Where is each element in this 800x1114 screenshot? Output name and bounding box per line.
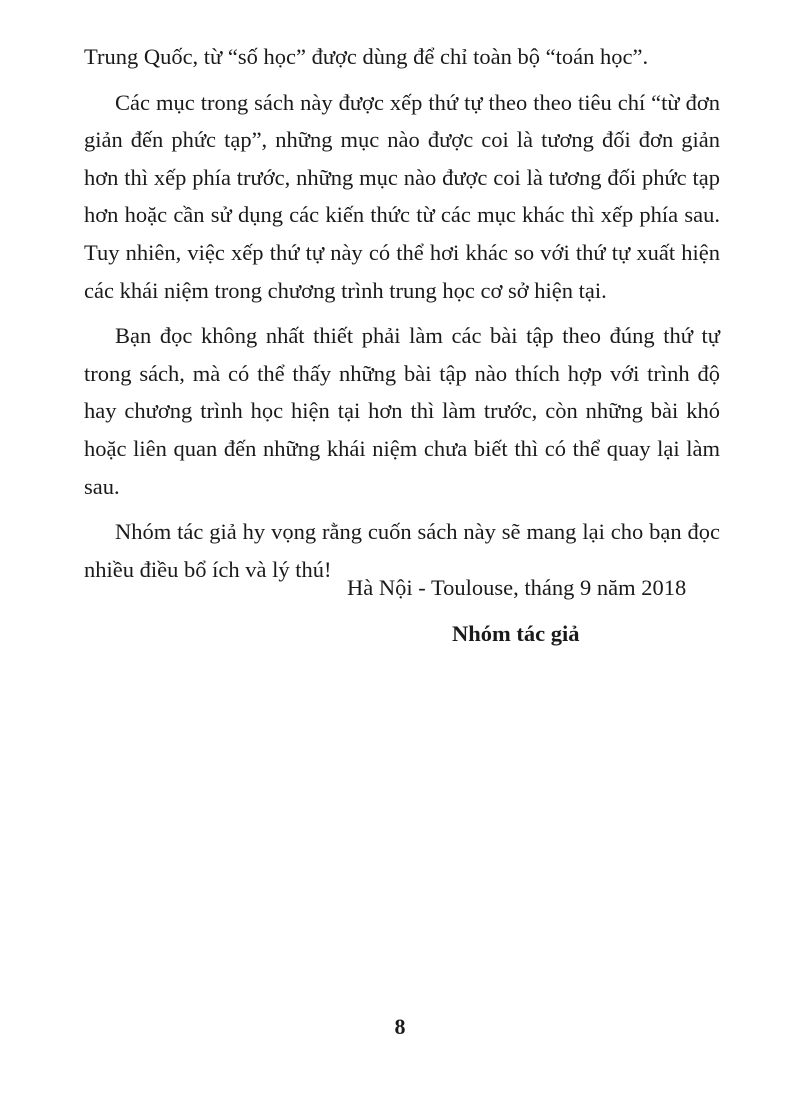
paragraph-reading-advice: Bạn đọc không nhất thiết phải làm các bài tập theo đúng thứ tự trong sách, mà có thể thấy những bài tập nào thích hợp với trình độ hay chương trình học hiện tại hơn thì làm trước, còn những bài khó hoặc liên quan đến những khái niệm chưa biết thì có thể quay lại làm sau. (84, 323, 720, 499)
paragraph-ordering: Các mục trong sách này được xếp thứ tự theo theo tiêu chí “từ đơn giản đến phức tạp”, những mục nào được coi là tương đối đơn giản hơn thì xếp phía trước, những mục nào được coi là tương đối phức tạp hơn hoặc cần sử dụng các kiến thức từ các mục khác thì xếp phía sau. Tuy nhiên, việc xếp thứ tự này có thể hơi khác so với thứ tự xuất hiện các khái niệm trong chương trình trung học cơ sở hiện tại. (84, 89, 720, 303)
author-signature: Nhóm tác giả (452, 621, 580, 646)
paragraph-continuation: Trung Quốc, từ “số học” được dùng để chỉ toàn bộ “toán học”. (84, 44, 649, 69)
page-number: 8 (394, 1014, 406, 1039)
place-date-line: Hà Nội - Toulouse, tháng 9 năm 2018 (347, 575, 687, 600)
page-body (84, 38, 720, 596)
paragraph-closing-wish: Nhóm tác giả hy vọng rằng cuốn sách này sẽ mang lại cho bạn đọc nhiều điều bổ ích và lý thú! (84, 519, 720, 582)
